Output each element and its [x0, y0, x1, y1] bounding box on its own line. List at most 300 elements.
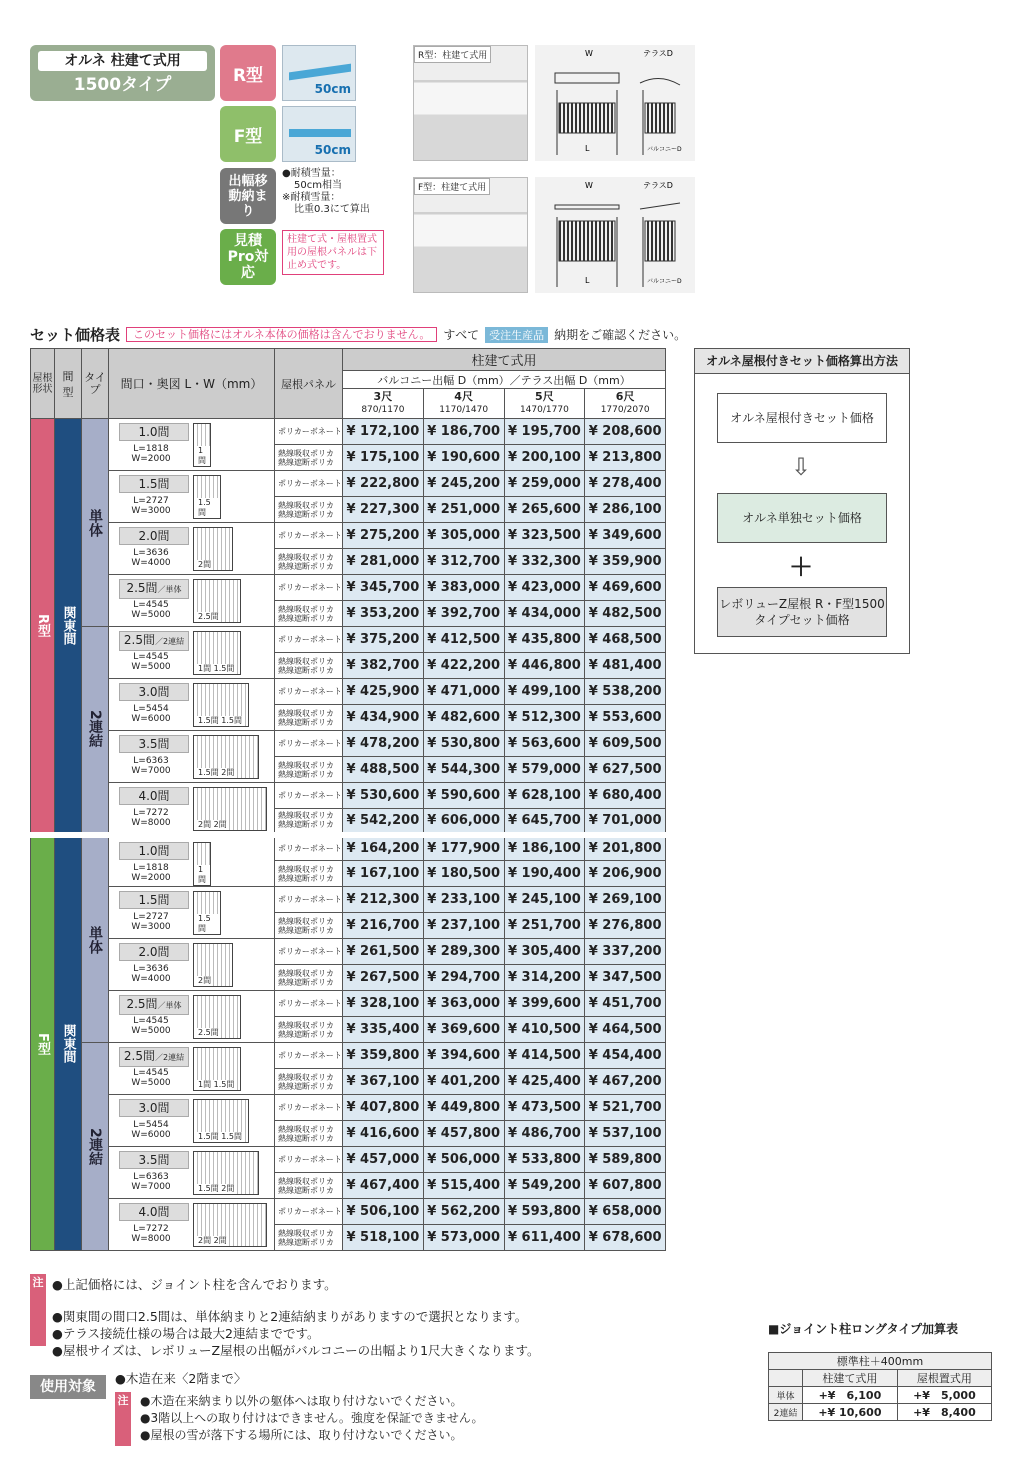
price-cell: ¥ 506,100: [343, 1199, 424, 1225]
panel-heat: 熱線吸収ポリカ 熱線遮断ポリカ: [275, 809, 343, 835]
price-cell: ¥ 680,400: [585, 783, 666, 809]
note-3: ●テラス接続仕様の場合は最大2連結までです。: [52, 1326, 320, 1341]
price-cell: ¥ 195,700: [504, 419, 585, 445]
size-cell: [109, 939, 275, 991]
size-lw: L=7272 W=8000: [131, 1224, 171, 1244]
size-name: 3.0間: [119, 683, 189, 701]
note-1: ●上記価格には、ジョイント柱を含んでおります。: [52, 1277, 337, 1292]
calc-box-standalone: オルネ単独セット価格: [717, 493, 887, 543]
size-cell: [109, 731, 275, 783]
panel-heat: 熱線吸収ポリカ 熱線遮断ポリカ: [275, 1069, 343, 1095]
size-lw: L=4545 W=5000: [131, 1068, 171, 1088]
price-cell: ¥ 394,600: [423, 1043, 504, 1069]
note-4: ●屋根サイズは、レボリューZ屋根の出幅がバルコニーの出幅より1尺大きくなります。: [52, 1343, 540, 1358]
plus-icon: ＋: [789, 553, 813, 581]
price-cell: ¥ 347,500: [585, 965, 666, 991]
price-cell: ¥ 434,000: [504, 601, 585, 627]
size-name: 2.5間／単体: [119, 579, 189, 599]
price-cell: ¥ 590,600: [423, 783, 504, 809]
price-cell: ¥ 177,900: [423, 835, 504, 861]
panel-heat: 熱線吸収ポリカ 熱線遮断ポリカ: [275, 705, 343, 731]
price-cell: ¥ 359,800: [343, 1043, 424, 1069]
size-diagram: 1.5間 2間: [193, 1151, 259, 1195]
use-target-text: ●木造在来〈2階まで〉: [115, 1371, 247, 1386]
price-cell: ¥ 506,000: [423, 1147, 504, 1173]
size-diagram: 2間: [193, 943, 233, 987]
price-cell: ¥ 251,000: [423, 497, 504, 523]
price-cell: ¥ 473,500: [504, 1095, 585, 1121]
panel-heat: 熱線吸収ポリカ 熱線遮断ポリカ: [275, 1173, 343, 1199]
price-cell: ¥ 658,000: [585, 1199, 666, 1225]
price-table: [30, 348, 666, 1251]
product-title: オルネ 柱建て式用: [38, 51, 207, 71]
price-cell: ¥ 399,600: [504, 991, 585, 1017]
price-cell: ¥ 190,600: [423, 445, 504, 471]
price-cell: ¥ 305,000: [423, 523, 504, 549]
price-cell: ¥ 454,400: [585, 1043, 666, 1069]
joint-r2: 2連結: [769, 1404, 803, 1421]
price-cell: ¥ 265,600: [504, 497, 585, 523]
price-cell: ¥ 449,800: [423, 1095, 504, 1121]
panel-polycarbonate: ポリカーボネート: [275, 1147, 343, 1173]
price-cell: ¥ 482,600: [423, 705, 504, 731]
size-diagram: 2間 2間: [193, 1203, 267, 1247]
price-cell: ¥ 553,600: [585, 705, 666, 731]
panel-heat: 熱線吸収ポリカ 熱線遮断ポリカ: [275, 549, 343, 575]
size-diagram: 2.5間: [193, 579, 241, 623]
price-cell: ¥ 423,000: [504, 575, 585, 601]
price-cell: ¥ 407,800: [343, 1095, 424, 1121]
price-cell: ¥ 542,200: [343, 809, 424, 835]
price-cell: ¥ 186,100: [504, 835, 585, 861]
price-cell: ¥ 589,800: [585, 1147, 666, 1173]
price-cell: ¥ 233,100: [423, 887, 504, 913]
header-col-1: 4尺 1170/1470: [423, 389, 504, 419]
use-note-3: ●屋根の雪が落下する場所には、取り付けないでください。: [140, 1428, 463, 1442]
price-cell: ¥ 573,000: [423, 1225, 504, 1251]
price-cell: ¥ 172,100: [343, 419, 424, 445]
note-2: ●関東間の間口2.5間は、単体納まりと2連結納まりがありますので選択となります。: [52, 1309, 528, 1324]
price-row: [31, 991, 666, 1017]
r-single-label: 単体: [82, 419, 109, 627]
size-name: 3.5間: [119, 1151, 189, 1169]
price-cell: ¥ 482,500: [585, 601, 666, 627]
price-cell: ¥ 401,200: [423, 1069, 504, 1095]
size-cell: [109, 1199, 275, 1251]
joint-std: 標準柱＋400mm: [769, 1353, 992, 1370]
price-row: [31, 679, 666, 705]
header-col-2: 5尺 1470/1770: [504, 389, 585, 419]
price-cell: ¥ 375,200: [343, 627, 424, 653]
diagram-f: [535, 177, 695, 293]
panel-heat: 熱線吸収ポリカ 熱線遮断ポリカ: [275, 653, 343, 679]
price-cell: ¥ 267,500: [343, 965, 424, 991]
price-cell: ¥ 611,400: [504, 1225, 585, 1251]
header-panel: 屋根パネル: [275, 349, 343, 419]
size-name: 2.5間／2連結: [119, 631, 189, 651]
size-lw: L=4545 W=5000: [131, 652, 171, 672]
panel-polycarbonate: ポリカーボネート: [275, 1043, 343, 1069]
size-cell: [109, 575, 275, 627]
header-group: 柱建て式用: [343, 349, 666, 371]
size-diagram: 1.5間 1.5間: [193, 1099, 249, 1143]
calc-box-roof: レボリューZ屋根 R・F型1500タイプセット価格: [717, 587, 887, 637]
price-cell: ¥ 468,500: [585, 627, 666, 653]
diagram-f-terrace: テラスD: [643, 181, 673, 190]
price-row: [31, 523, 666, 549]
price-cell: ¥ 367,100: [343, 1069, 424, 1095]
price-cell: ¥ 261,500: [343, 939, 424, 965]
diagram-f-balcony: バルコニーD: [647, 278, 682, 285]
badge-move: 出幅移動納まり: [220, 168, 276, 224]
size-diagram: 1.5間: [193, 475, 221, 519]
price-cell: ¥ 701,000: [585, 809, 666, 835]
price-cell: ¥ 269,100: [585, 887, 666, 913]
snow-icon: [282, 45, 356, 101]
price-cell: ¥ 425,400: [504, 1069, 585, 1095]
price-cell: ¥ 286,100: [585, 497, 666, 523]
badge-r-type: R型: [220, 45, 276, 101]
diagram-balcony: バルコニーD: [647, 146, 682, 153]
calc-method-title: オルネ屋根付きセット価格算出方法: [695, 349, 909, 374]
panel-heat: 熱線吸収ポリカ 熱線遮断ポリカ: [275, 965, 343, 991]
price-cell: ¥ 208,600: [585, 419, 666, 445]
price-cell: ¥ 305,400: [504, 939, 585, 965]
use-note-tag: 注: [115, 1392, 131, 1446]
header-sub: バルコニー出幅 D（mm）／テラス出幅 D（mm）: [343, 371, 666, 389]
price-cell: ¥ 222,800: [343, 471, 424, 497]
panel-heat: 熱線吸収ポリカ 熱線遮断ポリカ: [275, 1225, 343, 1251]
price-cell: ¥ 512,300: [504, 705, 585, 731]
price-cell: ¥ 369,600: [423, 1017, 504, 1043]
section-notice: このセット価格にはオルネ本体の価格は含んでおりません。: [126, 327, 437, 342]
header-ken: 間 型: [55, 349, 82, 419]
photo-f-type: [413, 177, 528, 293]
badge-f-type: F型: [220, 106, 276, 162]
price-row: [31, 731, 666, 757]
price-row: [31, 1095, 666, 1121]
joint-table-title: ■ジョイント柱ロングタイプ加算表: [768, 1322, 959, 1336]
size-diagram: 1間: [193, 423, 211, 467]
size-name: 3.0間: [119, 1099, 189, 1117]
price-cell: ¥ 337,200: [585, 939, 666, 965]
price-row: [31, 835, 666, 861]
price-cell: ¥ 563,600: [504, 731, 585, 757]
size-diagram: 2間: [193, 527, 233, 571]
panel-heat: 熱線吸収ポリカ 熱線遮断ポリカ: [275, 757, 343, 783]
price-cell: ¥ 464,500: [585, 1017, 666, 1043]
price-row: [31, 783, 666, 809]
size-name: 4.0間: [119, 787, 189, 805]
price-cell: ¥ 314,200: [504, 965, 585, 991]
size-lw: L=4545 W=5000: [131, 600, 171, 620]
joint-r1b: +¥ 5,000: [897, 1387, 991, 1404]
price-cell: ¥ 530,800: [423, 731, 504, 757]
price-cell: ¥ 353,200: [343, 601, 424, 627]
r-kanto-label: 関東間: [55, 419, 82, 835]
panel-heat: 熱線吸収ポリカ 熱線遮断ポリカ: [275, 445, 343, 471]
snow-value: 50cm: [314, 82, 351, 96]
size-name: 2.5間／2連結: [119, 1047, 189, 1067]
note-tag: 注: [30, 1274, 46, 1346]
price-cell: ¥ 469,600: [585, 575, 666, 601]
panel-heat: 熱線吸収ポリカ 熱線遮断ポリカ: [275, 861, 343, 887]
price-cell: ¥ 486,700: [504, 1121, 585, 1147]
price-cell: ¥ 446,800: [504, 653, 585, 679]
size-cell: [109, 627, 275, 679]
price-cell: ¥ 538,200: [585, 679, 666, 705]
price-cell: ¥ 515,400: [423, 1173, 504, 1199]
price-cell: ¥ 167,100: [343, 861, 424, 887]
price-cell: ¥ 678,600: [585, 1225, 666, 1251]
size-name: 2.0間: [119, 527, 189, 545]
joint-h1: 柱建て式用: [803, 1370, 898, 1387]
price-cell: ¥ 609,500: [585, 731, 666, 757]
f-kanto-label: 関東間: [55, 835, 82, 1251]
panel-polycarbonate: ポリカーボネート: [275, 887, 343, 913]
size-cell: [109, 835, 275, 887]
price-cell: ¥ 281,000: [343, 549, 424, 575]
price-cell: ¥ 180,500: [423, 861, 504, 887]
snow-value-f: 50cm: [314, 143, 351, 157]
diagram-f-l: L: [585, 276, 590, 285]
price-cell: ¥ 359,900: [585, 549, 666, 575]
size-name: 3.5間: [119, 735, 189, 753]
size-cell: [109, 1147, 275, 1199]
size-cell: [109, 471, 275, 523]
price-cell: ¥ 499,100: [504, 679, 585, 705]
header-type: タイプ: [82, 349, 109, 419]
price-cell: ¥ 410,500: [504, 1017, 585, 1043]
size-diagram: 1間 1.5間: [193, 1047, 241, 1091]
diagram-r: [535, 45, 695, 161]
price-cell: ¥ 607,800: [585, 1173, 666, 1199]
size-cell: [109, 419, 275, 471]
price-cell: ¥ 186,700: [423, 419, 504, 445]
panel-polycarbonate: ポリカーボネート: [275, 939, 343, 965]
size-lw: L=3636 W=4000: [131, 548, 171, 568]
panel-polycarbonate: ポリカーボネート: [275, 1199, 343, 1225]
use-notes: [140, 1393, 484, 1444]
badge-mitsumori-pro: 見積Pro対応: [220, 229, 276, 285]
diagram-terrace: テラスD: [643, 49, 673, 58]
price-cell: ¥ 544,300: [423, 757, 504, 783]
section-title: セット価格表: [30, 326, 121, 344]
price-cell: ¥ 416,600: [343, 1121, 424, 1147]
joint-h2: 屋根置式用: [897, 1370, 991, 1387]
size-diagram: 1間 1.5間: [193, 631, 241, 675]
size-lw: L=2727 W=3000: [131, 912, 171, 932]
size-lw: L=5454 W=6000: [131, 704, 171, 724]
price-cell: ¥ 216,700: [343, 913, 424, 939]
price-row: [31, 627, 666, 653]
price-row: [31, 1147, 666, 1173]
price-cell: ¥ 533,800: [504, 1147, 585, 1173]
notes-list: [52, 1276, 540, 1359]
price-cell: ¥ 562,200: [423, 1199, 504, 1225]
price-cell: ¥ 245,200: [423, 471, 504, 497]
size-name: 1.5間: [119, 475, 189, 493]
price-cell: ¥ 201,800: [585, 835, 666, 861]
size-cell: [109, 523, 275, 575]
use-note-1: ●木造在来納まり以外の躯体へは取り付けないでください。: [140, 1394, 463, 1408]
price-cell: ¥ 579,000: [504, 757, 585, 783]
size-diagram: 1間: [193, 842, 211, 886]
use-target-label: 使用対象: [30, 1375, 106, 1399]
panel-polycarbonate: ポリカーボネート: [275, 575, 343, 601]
price-cell: ¥ 518,100: [343, 1225, 424, 1251]
joint-r2a: +¥ 10,600: [803, 1404, 898, 1421]
joint-r1a: +¥ 6,100: [803, 1387, 898, 1404]
price-cell: ¥ 312,700: [423, 549, 504, 575]
price-cell: ¥ 471,000: [423, 679, 504, 705]
f-double-label: 2連結: [82, 1043, 109, 1251]
size-name: 1.0間: [119, 842, 189, 860]
price-row: [31, 471, 666, 497]
panel-polycarbonate: ポリカーボネート: [275, 991, 343, 1017]
size-diagram: 2間 2間: [193, 787, 267, 831]
panel-polycarbonate: ポリカーボネート: [275, 419, 343, 445]
price-cell: ¥ 278,400: [585, 471, 666, 497]
size-lw: L=4545 W=5000: [131, 1016, 171, 1036]
size-cell: [109, 783, 275, 835]
calc-box-set-price: オルネ屋根付きセット価格: [717, 393, 887, 443]
price-cell: ¥ 383,000: [423, 575, 504, 601]
size-name: 2.5間／単体: [119, 995, 189, 1015]
price-cell: ¥ 488,500: [343, 757, 424, 783]
r-double-label: 2連結: [82, 627, 109, 835]
section-delivery: 納期をご確認ください。: [554, 328, 687, 342]
price-cell: ¥ 275,200: [343, 523, 424, 549]
price-cell: ¥ 335,400: [343, 1017, 424, 1043]
price-cell: ¥ 382,700: [343, 653, 424, 679]
price-cell: ¥ 521,700: [585, 1095, 666, 1121]
price-cell: ¥ 245,100: [504, 887, 585, 913]
panel-polycarbonate: ポリカーボネート: [275, 679, 343, 705]
panel-polycarbonate: ポリカーボネート: [275, 471, 343, 497]
calc-method-panel: [694, 348, 910, 654]
size-cell: [109, 1043, 275, 1095]
snow-icon-f: [282, 106, 356, 162]
size-lw: L=1818 W=2000: [131, 444, 171, 464]
price-cell: ¥ 276,800: [585, 913, 666, 939]
header-col-3: 6尺 1770/2070: [585, 389, 666, 419]
price-cell: ¥ 332,300: [504, 549, 585, 575]
panel-heat: 熱線吸収ポリカ 熱線遮断ポリカ: [275, 601, 343, 627]
price-cell: ¥ 345,700: [343, 575, 424, 601]
panel-heat: 熱線吸収ポリカ 熱線遮断ポリカ: [275, 1017, 343, 1043]
joint-r1: 単体: [769, 1387, 803, 1404]
photo-r-type: [413, 45, 528, 161]
size-lw: L=5454 W=6000: [131, 1120, 171, 1140]
pro-note: 柱建て式・屋根置式用の屋根パネルは下止め式です。: [282, 230, 384, 275]
size-name: 4.0間: [119, 1203, 189, 1221]
size-diagram: 1.5間: [193, 891, 221, 935]
price-cell: ¥ 175,100: [343, 445, 424, 471]
header-size: 間口・奥図 L・W（mm）: [109, 349, 275, 419]
price-row: [31, 939, 666, 965]
price-cell: ¥ 457,800: [423, 1121, 504, 1147]
size-diagram: 2.5間: [193, 995, 241, 1039]
size-cell: [109, 991, 275, 1043]
panel-polycarbonate: ポリカーボネート: [275, 731, 343, 757]
price-cell: ¥ 289,300: [423, 939, 504, 965]
price-cell: ¥ 467,200: [585, 1069, 666, 1095]
panel-polycarbonate: ポリカーボネート: [275, 835, 343, 861]
panel-polycarbonate: ポリカーボネート: [275, 523, 343, 549]
size-cell: [109, 887, 275, 939]
diagram-f-w: W: [585, 181, 593, 190]
joint-table: [768, 1352, 992, 1421]
price-cell: ¥ 206,900: [585, 861, 666, 887]
price-row: [31, 575, 666, 601]
size-lw: L=3636 W=4000: [131, 964, 171, 984]
price-cell: ¥ 645,700: [504, 809, 585, 835]
price-cell: ¥ 227,300: [343, 497, 424, 523]
size-diagram: 1.5間 2間: [193, 735, 259, 779]
price-cell: ¥ 212,300: [343, 887, 424, 913]
price-cell: ¥ 259,000: [504, 471, 585, 497]
price-cell: ¥ 363,000: [423, 991, 504, 1017]
section-all: すべて: [443, 328, 480, 342]
product-type: 1500タイプ: [73, 75, 172, 95]
panel-polycarbonate: ポリカーボネート: [275, 1095, 343, 1121]
price-row: [31, 419, 666, 445]
price-cell: ¥ 530,600: [343, 783, 424, 809]
price-cell: ¥ 328,100: [343, 991, 424, 1017]
size-name: 1.0間: [119, 423, 189, 441]
f-single-label: 単体: [82, 835, 109, 1043]
price-cell: ¥ 323,500: [504, 523, 585, 549]
price-cell: ¥ 392,700: [423, 601, 504, 627]
price-cell: ¥ 422,200: [423, 653, 504, 679]
price-cell: ¥ 606,000: [423, 809, 504, 835]
price-cell: ¥ 213,800: [585, 445, 666, 471]
price-cell: ¥ 412,500: [423, 627, 504, 653]
f-type-label: F型: [31, 835, 55, 1251]
price-row: [31, 1199, 666, 1225]
joint-r2b: +¥ 8,400: [897, 1404, 991, 1421]
price-cell: ¥ 451,700: [585, 991, 666, 1017]
size-lw: L=6363 W=7000: [131, 1172, 171, 1192]
size-lw: L=6363 W=7000: [131, 756, 171, 776]
price-cell: ¥ 537,100: [585, 1121, 666, 1147]
price-cell: ¥ 349,600: [585, 523, 666, 549]
price-row: [31, 887, 666, 913]
price-cell: ¥ 549,200: [504, 1173, 585, 1199]
price-cell: ¥ 294,700: [423, 965, 504, 991]
price-cell: ¥ 190,400: [504, 861, 585, 887]
price-cell: ¥ 467,400: [343, 1173, 424, 1199]
price-cell: ¥ 425,900: [343, 679, 424, 705]
price-cell: ¥ 414,500: [504, 1043, 585, 1069]
size-lw: L=7272 W=8000: [131, 808, 171, 828]
price-cell: ¥ 251,700: [504, 913, 585, 939]
product-title-box: [30, 45, 215, 101]
size-lw: L=2727 W=3000: [131, 496, 171, 516]
price-cell: ¥ 434,900: [343, 705, 424, 731]
size-cell: [109, 1095, 275, 1147]
price-cell: ¥ 237,100: [423, 913, 504, 939]
panel-heat: 熱線吸収ポリカ 熱線遮断ポリカ: [275, 497, 343, 523]
price-cell: ¥ 627,500: [585, 757, 666, 783]
diagram-l: L: [585, 144, 590, 153]
price-cell: ¥ 628,100: [504, 783, 585, 809]
size-lw: L=1818 W=2000: [131, 862, 171, 883]
diagram-w: W: [585, 49, 593, 58]
panel-polycarbonate: ポリカーボネート: [275, 627, 343, 653]
arrow-down-icon: ⇩: [791, 453, 812, 481]
